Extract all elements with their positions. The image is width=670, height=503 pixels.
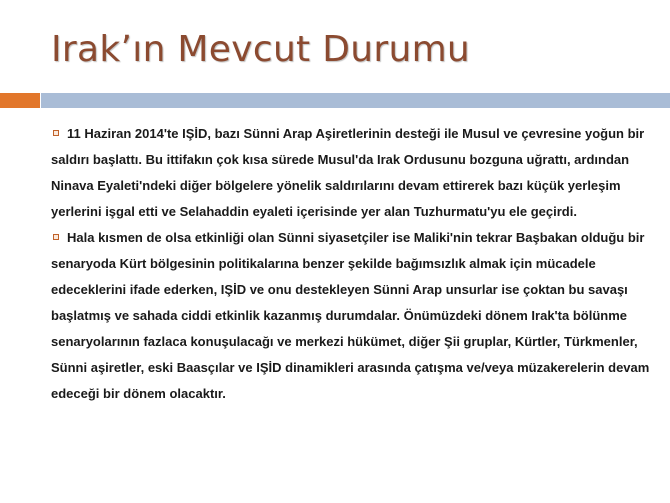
- bullet-paragraph-1: [51, 121, 651, 225]
- accent-bar-orange: [0, 93, 40, 108]
- square-bullet-icon: [53, 234, 59, 240]
- bullet-paragraph-2: [51, 225, 651, 407]
- square-bullet-icon: [53, 130, 59, 136]
- bullet-text-1: 11 Haziran 2014'te IŞİD, bazı Sünni Arap Aşiretlerinin desteği ile Musul ve çevresine yoğun bir saldırı başlattı. Bu ittifakın çok kısa sürede Musul'da Irak Ordusunu bozguna uğrattı, ardından Ninava Eyaleti'ndeki diğer bölgelere yönelik saldırılarını devam ettirerek bazı küçük yerleşim yerlerini işgal etti ve Selahaddin eyaleti içerisinde yer alan Tuzhurmatu'yu ele geçirdi.: [51, 126, 645, 219]
- accent-bar-blue: [41, 93, 670, 108]
- bullet-text-2: Hala kısmen de olsa etkinliği olan Sünni siyasetçiler ise Maliki'nin tekrar Başbakan olduğu bir senaryoda Kürt bölgesinin politikalarına benzer şekilde bağımsızlık almak için mücadele edeceklerini ifade ederken, IŞİD ve onu destekleyen Sünni Arap unsurlar ise çoktan bu savaşı başlatmış ve sahada ciddi etkinlik kazanmış durumdalar. Önümüzdeki dönem Irak'ta bölünme senaryolarının fazlaca konuşulacağı ve merkezi hükümet, diğer Şii gruplar, Kürtler, Türkmenler, Sünni aşiretler, eski Baasçılar ve IŞİD dinamikleri arasında çatışma ve/veya müzakerelerin devam edeceği bir dönem olacaktır.: [51, 230, 650, 401]
- slide-title: Irak’ın Mevcut Durumu: [51, 29, 471, 70]
- slide-body: [51, 121, 651, 407]
